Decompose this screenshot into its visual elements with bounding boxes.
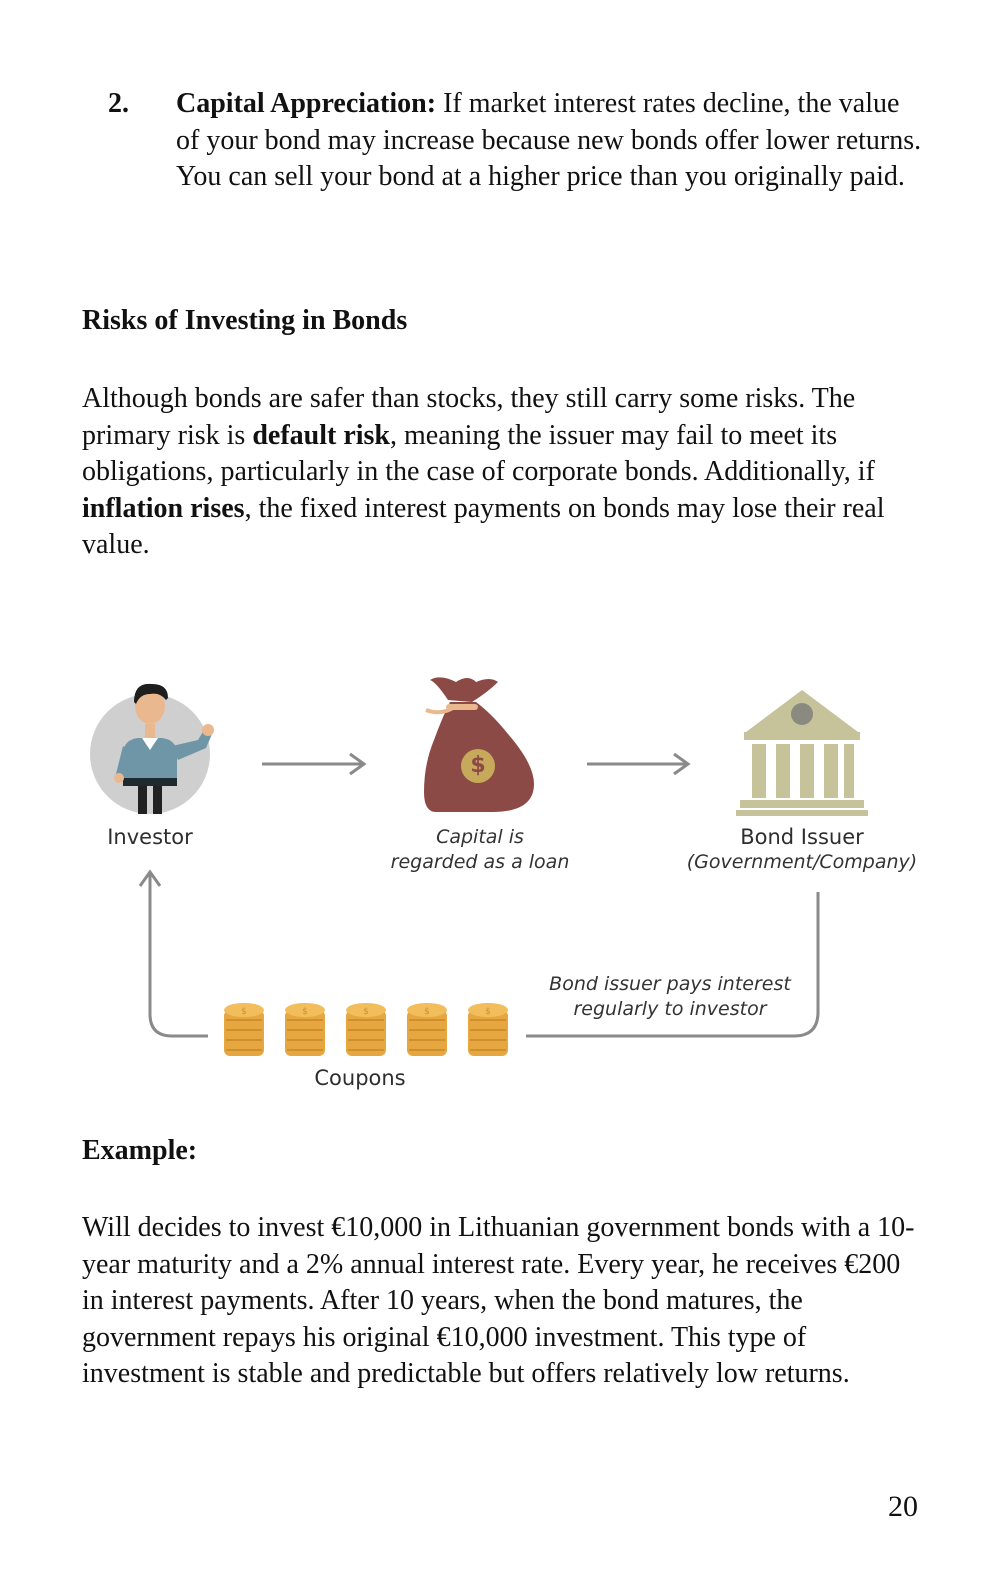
bond-diagram xyxy=(80,660,930,1100)
interest-label-line1: Bond issuer pays interest xyxy=(549,973,791,995)
list-item-body xyxy=(176,86,926,196)
example-heading: Example: xyxy=(82,1135,198,1166)
svg-text:$: $ xyxy=(241,1007,247,1017)
investor-label: Investor xyxy=(107,825,193,849)
issuer-sublabel: (Government/Company) xyxy=(686,851,918,873)
coin-stack xyxy=(407,1003,447,1056)
arrow-capital-to-issuer xyxy=(587,754,688,774)
svg-text:$: $ xyxy=(424,1007,430,1017)
svg-text:$: $ xyxy=(363,1007,369,1017)
risks-text-2: , meaning the issuer may fail to meet its obligations, particularly in the case of corporate bonds. Additionally, if xyxy=(82,419,875,487)
coin-stack xyxy=(346,1003,386,1056)
risks-heading: Risks of Investing in Bonds xyxy=(82,305,408,336)
example-paragraph: Will decides to invest €10,000 in Lithuanian government bonds with a 10-year maturity and a 2% annual interest rate. Every year, he receives €200 in interest payments. After 10 years, when the bond matures, the government repays his original €10,000 investment. This type of investment is stable and predictable but offers relatively low returns. xyxy=(82,1212,915,1389)
svg-text:$: $ xyxy=(302,1007,308,1017)
money-bag-icon xyxy=(424,677,534,812)
risks-bold-default-risk: default risk xyxy=(252,419,390,451)
investor-icon xyxy=(90,684,214,814)
list-item-term: Capital Appreciation: xyxy=(176,88,437,119)
coin-stack xyxy=(468,1003,508,1056)
coin-stack xyxy=(224,1003,264,1056)
capital-label-line1: Capital is xyxy=(436,826,524,848)
issuer-label: Bond Issuer xyxy=(740,825,864,849)
risks-text-3: , the fixed interest payments on bonds may lose their real value. xyxy=(82,492,885,560)
coupons-label: Coupons xyxy=(314,1066,406,1090)
risks-bold-inflation: inflation rises xyxy=(82,492,245,524)
bank-building-icon xyxy=(736,690,868,816)
svg-text:$: $ xyxy=(485,1007,491,1017)
bond-diagram-graphics xyxy=(80,660,930,1100)
list-number: 2. xyxy=(108,88,129,119)
risks-paragraph xyxy=(82,381,922,564)
coupon-coins xyxy=(224,1003,508,1056)
capital-label-line2: regarded as a loan xyxy=(390,851,570,873)
dollar-sign: $ xyxy=(470,753,486,778)
list-item-text: If market interest rates decline, the value of your bond may increase because new bonds offer lower returns. You can sell your bond at a higher price than you originally paid. xyxy=(176,88,922,192)
page-number: 20 xyxy=(888,1490,918,1523)
interest-label-line2: regularly to investor xyxy=(573,998,767,1020)
risks-text-1: Although bonds are safer than stocks, they still carry some risks. The primary risk is xyxy=(82,383,856,451)
coin-stack xyxy=(285,1003,325,1056)
arrow-investor-to-capital xyxy=(262,754,364,774)
